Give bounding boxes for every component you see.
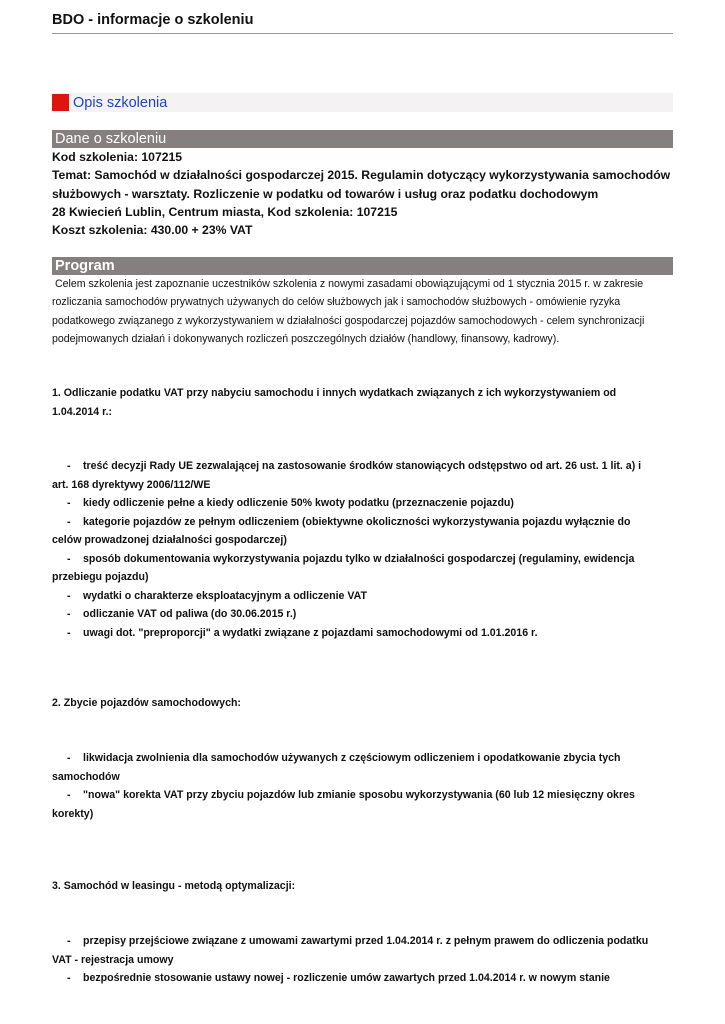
- list-item: [52, 786, 678, 823]
- list-item-text: przepisy przejściowe związane z umowami zawartymi przed 1.04.2014 r. z pełnym prawem do odliczenia podatku: [83, 935, 649, 947]
- list-item: [52, 457, 678, 494]
- list-item: [52, 932, 678, 969]
- list-item-text: kategorie pojazdów ze pełnym odliczeniem (obiektywne okoliczności wykorzystywania pojazdu wyłącznie do: [83, 515, 631, 528]
- section-3-list: [52, 932, 678, 988]
- dash-marker: -: [67, 626, 71, 639]
- opis-title: Opis szkolenia: [73, 94, 168, 111]
- dane-block: [52, 148, 677, 239]
- list-item: [52, 550, 678, 587]
- intro-line: rozliczania samochodów prywatnych używanych do celów służbowych jak i samochodów służbowych - omówienie ryzyka: [52, 296, 621, 309]
- list-item-text: przebiegu pojazdu): [52, 571, 149, 583]
- page-title: BDO - informacje o szkoleniu: [52, 12, 673, 34]
- dash-marker: -: [67, 515, 71, 528]
- list-item: [52, 587, 678, 606]
- list-item: [52, 624, 678, 643]
- dane-section-header: Dane o szkoleniu: [52, 130, 673, 148]
- program-intro: [52, 275, 678, 348]
- list-item: [52, 513, 678, 550]
- list-item-text: art. 168 dyrektywy 2006/112/WE: [52, 478, 211, 491]
- list-item-text: korekty): [52, 807, 94, 820]
- list-item: [52, 494, 678, 513]
- dash-marker: -: [67, 589, 71, 602]
- dash-marker: -: [67, 972, 71, 984]
- dash-marker: -: [67, 460, 71, 472]
- dash-marker: -: [67, 552, 71, 565]
- list-item: [52, 749, 678, 786]
- section-1-list: [52, 457, 678, 642]
- dash-marker: -: [67, 497, 71, 509]
- koszt: Koszt szkolenia: 430.00 + 23% VAT: [52, 223, 253, 238]
- program-section-header: Program: [52, 257, 673, 275]
- list-item: [52, 605, 678, 624]
- list-item-text: sposób dokumentowania wykorzystywania pojazdu tylko w działalności gospodarczej (regulaminy, ewidencja: [83, 552, 635, 565]
- dash-marker: -: [67, 608, 71, 620]
- list-item-text: kiedy odliczenie pełne a kiedy odliczenie 50% kwoty podatku (przeznaczenie pojazdu): [83, 497, 514, 509]
- list-item-text: celów prowadzonej działalności gospodarczej): [52, 534, 287, 546]
- list-item-text: wydatki o charakterze eksploatacyjnym a odliczenie VAT: [83, 589, 367, 602]
- dash-marker: -: [67, 935, 71, 947]
- intro-line: Celem szkolenia jest zapoznanie uczestników szkolenia z nowymi zasadami obowiązującymi od 1 stycznia 2015 r. w zakresie: [52, 278, 644, 290]
- section-1-heading-line: 1.04.2014 r.:: [52, 405, 113, 418]
- list-item-text: treść decyzji Rady UE zezwalającej na zastosowanie środków stanowiących odstępstwo od art. 26 ust. 1 lit. a) i: [83, 460, 642, 472]
- list-item: [52, 969, 678, 988]
- section-2-list: [52, 749, 678, 823]
- section-2-heading: 2. Zbycie pojazdów samochodowych:: [52, 697, 241, 709]
- red-square-icon: [52, 94, 69, 111]
- intro-line: podejmowanych działań i dokonywanych rozliczeń poszczególnych działów (handlowy, finansowy, kadrowy).: [52, 332, 560, 345]
- section-1-heading: [52, 384, 678, 421]
- temat-line-1: Temat: Samochód w działalności gospodarczej 2015. Regulamin dotyczący wykorzystywania samochodów: [52, 168, 671, 183]
- list-item-text: odliczanie VAT od paliwa (do 30.06.2015 r.): [83, 608, 297, 620]
- section-3-heading: 3. Samochód w leasingu - metodą optymalizacji:: [52, 880, 296, 892]
- kod-szkolenia: Kod szkolenia: 107215: [52, 150, 183, 164]
- list-item-text: VAT - rejestracja umowy: [52, 953, 174, 966]
- intro-line: podatkowego związanego z wykorzystywaniem w działalności gospodarczej pojazdów samochodowych - celem synchronizacji: [52, 314, 645, 327]
- list-item-text: likwidacja zwolnienia dla samochodów używanych z częściowym odliczeniem i opodatkowanie zbycia tych: [83, 752, 621, 764]
- temat-line-2: służbowych - warsztaty. Rozliczenie w podatku od towarów i usług oraz podatku dochodowym: [52, 186, 599, 201]
- list-item-text: "nowa" korekta VAT przy zbyciu pojazdów lub zmianie sposobu wykorzystywania (60 lub 12 miesięczny okres: [83, 789, 635, 801]
- dash-marker: -: [67, 752, 71, 764]
- list-item-text: bezpośrednie stosowanie ustawy nowej - rozliczenie umów zawartych przed 1.04.2014 r. w nowym stanie: [83, 972, 610, 984]
- termin: 28 Kwiecień Lublin, Centrum miasta, Kod szkolenia: 107215: [52, 204, 398, 219]
- list-item-text: samochodów: [52, 770, 120, 783]
- list-item-text: uwagi dot. "preproporcji" a wydatki związane z pojazdami samochodowymi od 1.01.2016 r.: [83, 626, 538, 639]
- opis-section-bar: [52, 93, 673, 112]
- section-1-heading-line: 1. Odliczanie podatku VAT przy nabyciu samochodu i innych wydatkach związanych z ich wykorzystywaniem od: [52, 387, 617, 399]
- dash-marker: -: [67, 789, 71, 801]
